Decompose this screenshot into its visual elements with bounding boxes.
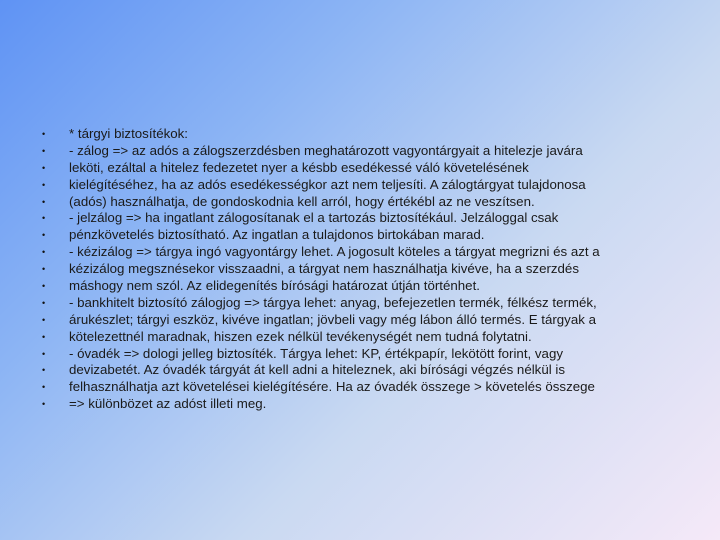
bullet-marker: • — [42, 129, 46, 139]
list-item — [0, 312, 720, 329]
list-item — [0, 346, 720, 363]
list-item — [0, 210, 720, 227]
bullet-marker: • — [42, 230, 46, 241]
bullet-marker: • — [42, 297, 46, 308]
list-item-text: => különbözet az adóst illeti meg. — [69, 396, 267, 412]
list-item-text: (adós) használhatja, de gondoskodnia kell arról, hogy értékébl az ne veszítsen. — [69, 193, 535, 209]
bullet-marker: • — [42, 196, 46, 207]
list-item-text: felhasználhatja azt követelései kielégítésére. Ha az óvadék összege > követelés összege — [69, 379, 595, 395]
list-item-text: kielégítéséhez, ha az adós esedékességkor azt nem teljesíti. A zálogtárgyat tulajdonosa — [69, 176, 586, 192]
bullet-marker: • — [42, 247, 46, 258]
list-item-text: devizabetét. Az óvadék tárgyát át kell adni a hiteleznek, aki bírósági végzés nélkül is — [69, 362, 565, 378]
list-item-text: - kézizálog => tárgya ingó vagyontárgy lehet. A jogosult köteles a tárgyat megrizni és azt a — [69, 244, 600, 260]
list-item — [0, 278, 720, 295]
bullet-marker: • — [42, 179, 46, 190]
bullet-marker: • — [42, 348, 46, 359]
list-item-text: - zálog => az adós a zálogszerzdésben meghatározott vagyontárgyait a hitelezje javára — [69, 142, 583, 158]
list-item-text: pénzkövetelés biztosítható. Az ingatlan a tulajdonos birtokában marad. — [69, 227, 485, 243]
bullet-marker: • — [42, 281, 46, 292]
list-item — [0, 295, 720, 312]
bullet-marker: • — [42, 382, 46, 393]
bullet-marker: • — [42, 365, 46, 376]
list-item-text: kézizálog megsznésekor visszaadni, a tárgyat nem használhatja kivéve, ha a szerzdés — [69, 261, 579, 277]
list-item — [0, 177, 720, 194]
list-item — [0, 227, 720, 244]
list-item-text: * tárgyi biztosítékok: — [69, 126, 188, 141]
bullet-marker: • — [42, 145, 46, 156]
bullet-marker: • — [42, 314, 46, 325]
list-item — [0, 244, 720, 261]
list-item-text: - bankhitelt biztosító zálogjog => tárgya lehet: anyag, befejezetlen termék, félkész termék, — [69, 294, 597, 310]
list-item-text: kötelezettnél maradnak, hiszen ezek nélkül tevékenységét nem tudná folytatni. — [69, 328, 532, 344]
list-item — [0, 143, 720, 160]
bullet-marker: • — [42, 331, 46, 342]
list-item-text: - óvadék => dologi jelleg biztosíték. Tárgya lehet: KP, értékpapír, lekötött forint, vagy — [69, 345, 563, 361]
list-item — [0, 126, 720, 143]
list-item — [0, 396, 720, 413]
bullet-list — [0, 126, 720, 413]
list-item-text: leköti, ezáltal a hitelez fedezetet nyer a késbb esedékessé váló követelésének — [69, 159, 529, 175]
list-item — [0, 160, 720, 177]
list-item — [0, 379, 720, 396]
bullet-marker: • — [42, 213, 46, 224]
list-item — [0, 261, 720, 278]
list-item-text: árukészlet; tárgyi eszköz, kivéve ingatlan; jövbeli vagy még lábon álló termés. E tárgyak a — [69, 311, 596, 327]
list-item — [0, 194, 720, 211]
bullet-marker: • — [42, 162, 46, 173]
list-item-text: - jelzálog => ha ingatlant zálogosítanak el a tartozás biztosítékául. Jelzáloggal csak — [69, 210, 559, 226]
bullet-marker: • — [42, 264, 46, 275]
list-item — [0, 329, 720, 346]
bullet-marker: • — [42, 399, 46, 410]
list-item-text: máshogy nem szól. Az elidegenítés bírósági határozat útján történhet. — [69, 278, 480, 294]
list-item — [0, 362, 720, 379]
